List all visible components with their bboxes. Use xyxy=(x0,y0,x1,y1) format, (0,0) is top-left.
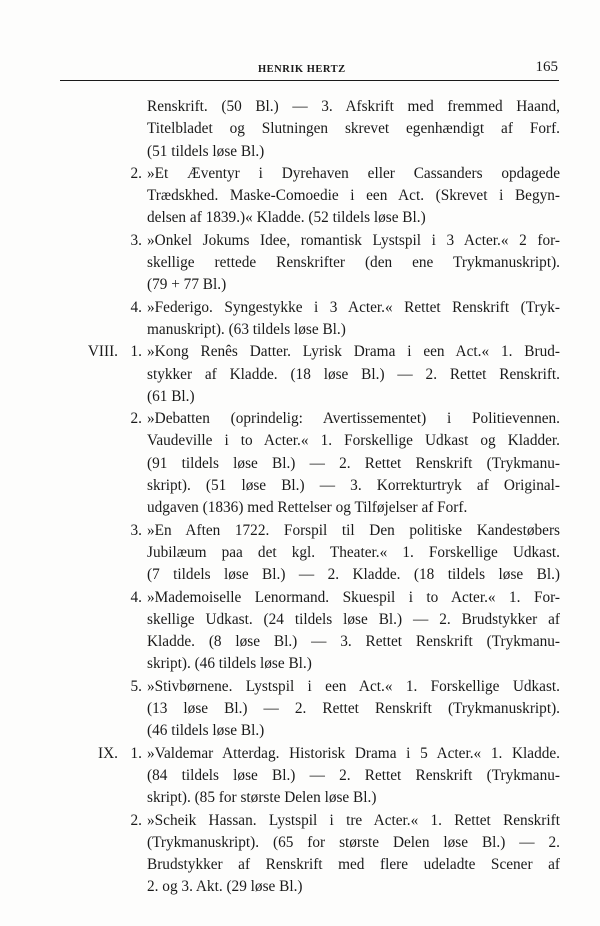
line-text: udgaven (1836) med Rettelser og Tilføjelser af Forf. xyxy=(147,499,468,517)
line-text: (79 + 77 Bl.) xyxy=(147,276,227,294)
line-text: »Debatten (oprindelig: Avertissementet) i Politievennen. xyxy=(147,410,560,428)
page-number: 165 xyxy=(535,59,558,75)
item-number: 1. xyxy=(130,744,142,762)
section-numeral: IX. xyxy=(98,744,118,762)
line-text: (7 tildels løse Bl.) — 2. Kladde. (18 tildels løse Bl.) xyxy=(147,566,560,584)
line-text: (Trykmanuskript). (65 for største Delen løse Bl.) — 2. xyxy=(147,833,560,851)
item-number: 4. xyxy=(130,298,142,316)
line-text: (61 Bl.) xyxy=(147,387,195,405)
line-text: 2. og 3. Akt. (29 løse Bl.) xyxy=(147,878,303,896)
text-line xyxy=(60,787,560,809)
text-line xyxy=(60,631,560,653)
line-text: delsen af 1839.)« Kladde. (52 tildels løse Bl.) xyxy=(147,209,426,227)
header-rule xyxy=(60,80,559,81)
text-line xyxy=(60,96,560,118)
item-number: 3. xyxy=(130,231,142,249)
text-line xyxy=(60,698,560,720)
line-text: »Valdemar Atterdag. Historisk Drama i 5 Acter.« 1. Kladde. xyxy=(147,744,560,762)
line-text: Renskrift. (50 Bl.) — 3. Afskrift med fremmed Haand, xyxy=(147,98,560,115)
line-text: (91 tildels løse Bl.) — 2. Rettet Renskrift (Trykmanu- xyxy=(147,454,560,472)
line-text: stykker af Kladde. (18 løse Bl.) — 2. Rettet Renskrift. xyxy=(147,365,560,383)
text-line xyxy=(60,319,560,341)
line-text: skript). (85 for største Delen løse Bl.) xyxy=(147,789,377,807)
text-line xyxy=(60,832,560,854)
text-line xyxy=(60,163,560,185)
line-text: »Scheik Hassan. Lystspil i tre Acter.« 1. Rettet Renskrift xyxy=(147,811,560,829)
line-text: »En Aften 1722. Forspil til Den politiske Kandestøbers xyxy=(147,521,560,539)
text-line xyxy=(60,297,560,319)
text-line xyxy=(60,118,560,140)
item-number: 1. xyxy=(130,343,142,361)
line-text: Titelbladet og Slutningen skrevet egenhændigt af Forf. xyxy=(147,120,560,138)
line-text: »Stivbørnene. Lystspil i een Act.« 1. Forskellige Udkast. xyxy=(147,677,560,695)
line-text: »Federigo. Syngestykke i 3 Acter.« Rettet Renskrift (Tryk- xyxy=(147,298,560,316)
line-text: »Mademoiselle Lenormand. Skuespil i to Acter.« 1. For- xyxy=(147,588,560,606)
text-line xyxy=(60,810,560,832)
text-line xyxy=(60,765,560,787)
text-line xyxy=(60,542,560,564)
line-text: »Et Æventyr i Dyrehaven eller Cassanders opdagede xyxy=(147,164,560,182)
text-line xyxy=(60,274,560,296)
text-line xyxy=(60,408,560,430)
running-head-author: HENRIK HERTZ xyxy=(258,64,346,75)
line-text: skellige rettede Renskrifter (den ene Trykmanuskript). xyxy=(147,254,560,272)
item-number: 5. xyxy=(130,677,142,695)
text-line xyxy=(60,185,560,207)
item-number: 4. xyxy=(130,588,142,606)
line-text: Brudstykker af Renskrift med flere udeladte Scener af xyxy=(147,856,560,874)
item-number: 2. xyxy=(130,811,142,829)
line-text: (46 tildels løse Bl.) xyxy=(147,722,265,740)
text-line xyxy=(60,230,560,252)
item-number: 2. xyxy=(130,410,142,428)
line-text: Kladde. (8 løse Bl.) — 3. Rettet Renskrift (Trykmanu- xyxy=(147,633,560,651)
running-header xyxy=(60,58,558,80)
text-line xyxy=(60,520,560,542)
text-line xyxy=(60,743,560,765)
text-line xyxy=(60,676,560,698)
line-text: skript). (46 tildels løse Bl.) xyxy=(147,655,312,673)
text-line xyxy=(60,475,560,497)
text-line xyxy=(60,141,560,163)
text-line xyxy=(60,430,560,452)
line-text: »Onkel Jokums Idee, romantisk Lystspil i 3 Acter.« 2 for- xyxy=(147,231,560,249)
text-line xyxy=(60,653,560,675)
line-text: Vaudeville i to Acter.« 1. Forskellige Udkast og Kladder. xyxy=(147,432,560,450)
text-line xyxy=(60,854,560,876)
text-line xyxy=(60,341,560,363)
line-text: (84 tildels løse Bl.) — 2. Rettet Renskrift (Trykmanu- xyxy=(147,766,560,784)
text-line xyxy=(60,207,560,229)
item-number: 3. xyxy=(130,521,142,539)
line-text: Jubilæum paa det kgl. Theater.« 1. Forskellige Udkast. xyxy=(147,543,560,561)
text-line xyxy=(60,453,560,475)
text-line xyxy=(60,497,560,519)
text-line xyxy=(60,386,560,408)
text-line xyxy=(60,564,560,586)
text-line xyxy=(60,587,560,609)
line-text: (51 tildels løse Bl.) xyxy=(147,142,265,160)
text-line xyxy=(60,720,560,742)
text-line xyxy=(60,364,560,386)
text-body xyxy=(60,96,560,899)
item-number: 2. xyxy=(130,164,142,182)
line-text: manuskript). (63 tildels løse Bl.) xyxy=(147,320,346,338)
text-line xyxy=(60,876,560,898)
line-text: skript). (51 løse Bl.) — 3. Korrekturtryk af Original- xyxy=(147,477,560,495)
text-line xyxy=(60,252,560,274)
line-text: (13 løse Bl.) — 2. Rettet Renskrift (Trykmanuskript). xyxy=(147,700,560,718)
text-line xyxy=(60,609,560,631)
line-text: »Kong Renês Datter. Lyrisk Drama i een Act.« 1. Brud- xyxy=(147,343,560,361)
line-text: skellige Udkast. (24 tildels løse Bl.) — 2. Brudstykker af xyxy=(147,610,560,628)
section-numeral: VIII. xyxy=(87,343,118,361)
line-text: Trædskhed. Maske-Comoedie i een Act. (Skrevet i Begyn- xyxy=(147,187,560,205)
